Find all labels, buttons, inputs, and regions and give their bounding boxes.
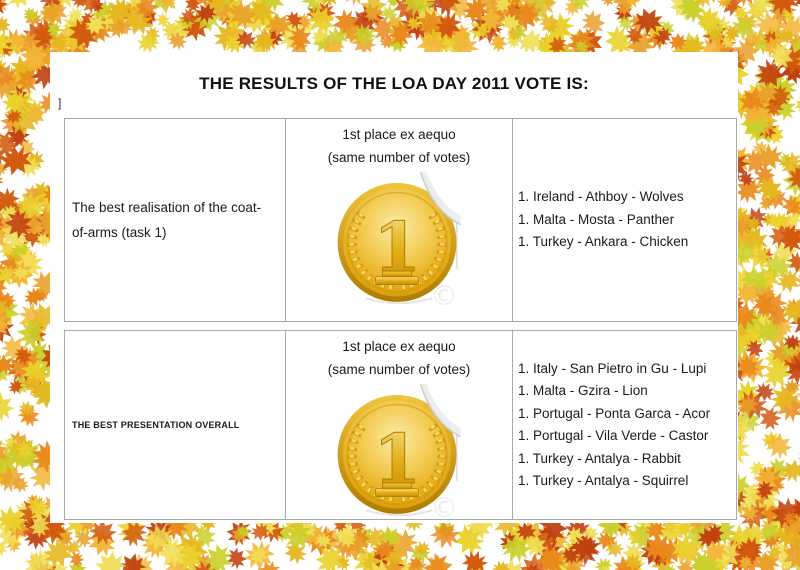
results-table-task1 <box>64 118 737 322</box>
winners-list <box>512 331 736 519</box>
task-cell <box>65 119 285 321</box>
winner-entry: 1. Italy - San Pietro in Gu - Lupi <box>518 360 707 376</box>
award-subtitle: (same number of votes) <box>327 362 471 377</box>
gold-first-place-medal-icon <box>334 171 464 310</box>
winner-entry: 1. Turkey - Antalya - Squirrel <box>518 473 689 488</box>
maple-leaf-icon <box>598 0 616 8</box>
gold-first-place-medal-icon <box>334 383 464 519</box>
maple-leaf-icon <box>760 428 797 464</box>
winner-entry: 1. Ireland - Athboy - Wolves <box>518 189 684 205</box>
award-subtitle: (same number of votes) <box>327 150 471 165</box>
maple-leaf-icon <box>69 551 84 567</box>
stray-bracket-character: ] <box>58 96 62 110</box>
winner-entry: 1. Turkey - Ankara - Chicken <box>518 234 689 250</box>
task-cell <box>65 331 285 519</box>
results-table-presentation <box>64 330 737 520</box>
award-cell <box>285 331 512 519</box>
winner-entry: 1. Malta - Mosta - Panther <box>518 211 675 227</box>
award-title: 1st place ex aequo <box>342 339 456 354</box>
page-title: THE RESULTS OF THE LOA DAY 2011 VOTE IS: <box>199 74 589 93</box>
winner-entry: 1. Malta - Gzira - Lion <box>518 383 648 398</box>
task-label: THE BEST PRESENTATION OVERALL <box>72 420 240 430</box>
winners-list <box>512 119 736 321</box>
winner-entry: 1. Turkey - Antalya - Rabbit <box>518 450 681 466</box>
maple-leaf-icon <box>795 96 800 114</box>
content-area <box>50 52 738 523</box>
award-title: 1st place ex aequo <box>342 127 456 142</box>
winner-entry: 1. Portugal - Ponta Garca - Acor <box>518 405 711 421</box>
winner-entry: 1. Portugal - Vila Verde - Castor <box>518 428 709 443</box>
maple-leaf-icon <box>795 273 800 291</box>
maple-leaf-icon <box>0 387 19 427</box>
task-label: The best realisation of the coat-of-arms (task 1) <box>72 200 262 240</box>
award-cell <box>285 119 512 321</box>
